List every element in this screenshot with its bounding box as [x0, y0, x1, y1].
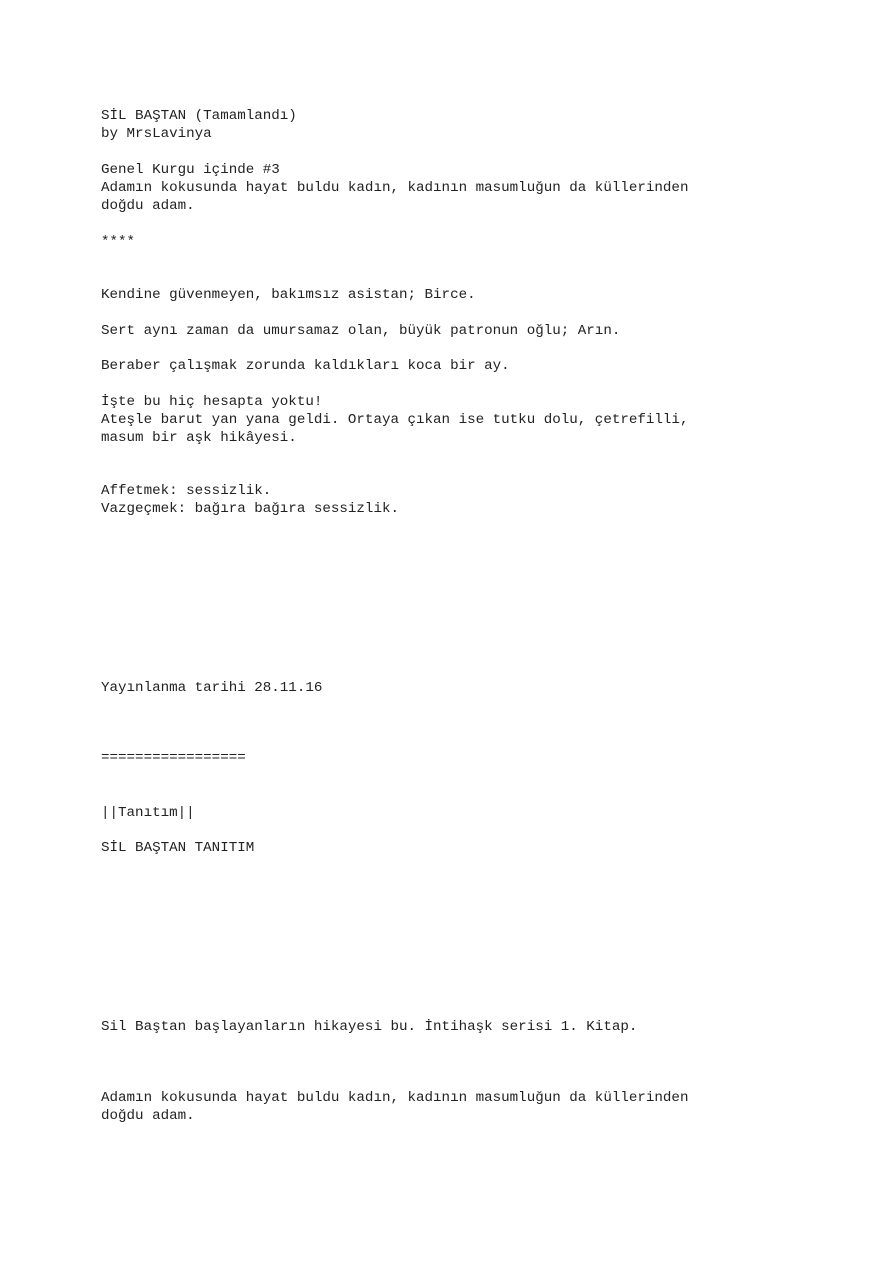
paragraph-fire-line-1: Ateşle barut yan yana geldi. Ortaya çıkan ise tutku dolu, çetrefilli, [101, 412, 689, 428]
tagline-line-2: doğdu adam. [101, 198, 195, 214]
story-author: by MrsLavinya [101, 126, 212, 142]
ranking-line: Genel Kurgu içinde #3 [101, 162, 280, 178]
story-title: SİL BAŞTAN (Tamamlandı) [101, 108, 297, 124]
quote-forgive: Affetmek: sessizlik. [101, 483, 272, 499]
star-separator: **** [101, 234, 136, 250]
series-note: Sil Baştan başlayanların hikayesi bu. İntihaşk serisi 1. Kitap. [101, 1019, 638, 1035]
paragraph-surprise: İşte bu hiç hesapta yoktu! [101, 394, 323, 410]
section-label: ||Tanıtım|| [101, 805, 195, 821]
paragraph-month: Beraber çalışmak zorunda kaldıkları koca bir ay. [101, 358, 510, 374]
paragraph-birce: Kendine güvenmeyen, bakımsız asistan; Birce. [101, 287, 476, 303]
closing-line-2: doğdu adam. [101, 1108, 195, 1124]
section-title: SİL BAŞTAN TANITIM [101, 840, 255, 856]
equals-rule: ================= [101, 750, 246, 766]
publish-date: Yayınlanma tarihi 28.11.16 [101, 680, 323, 696]
tagline-line-1: Adamın kokusunda hayat buldu kadın, kadının masumluğun da küllerinden [101, 180, 689, 196]
paragraph-fire-line-2: masum bir aşk hikâyesi. [101, 430, 297, 446]
closing-line-1: Adamın kokusunda hayat buldu kadın, kadının masumluğun da küllerinden [101, 1090, 689, 1106]
quote-give-up: Vazgeçmek: bağıra bağıra sessizlik. [101, 501, 399, 517]
paragraph-arin: Sert aynı zaman da umursamaz olan, büyük patronun oğlu; Arın. [101, 323, 621, 339]
